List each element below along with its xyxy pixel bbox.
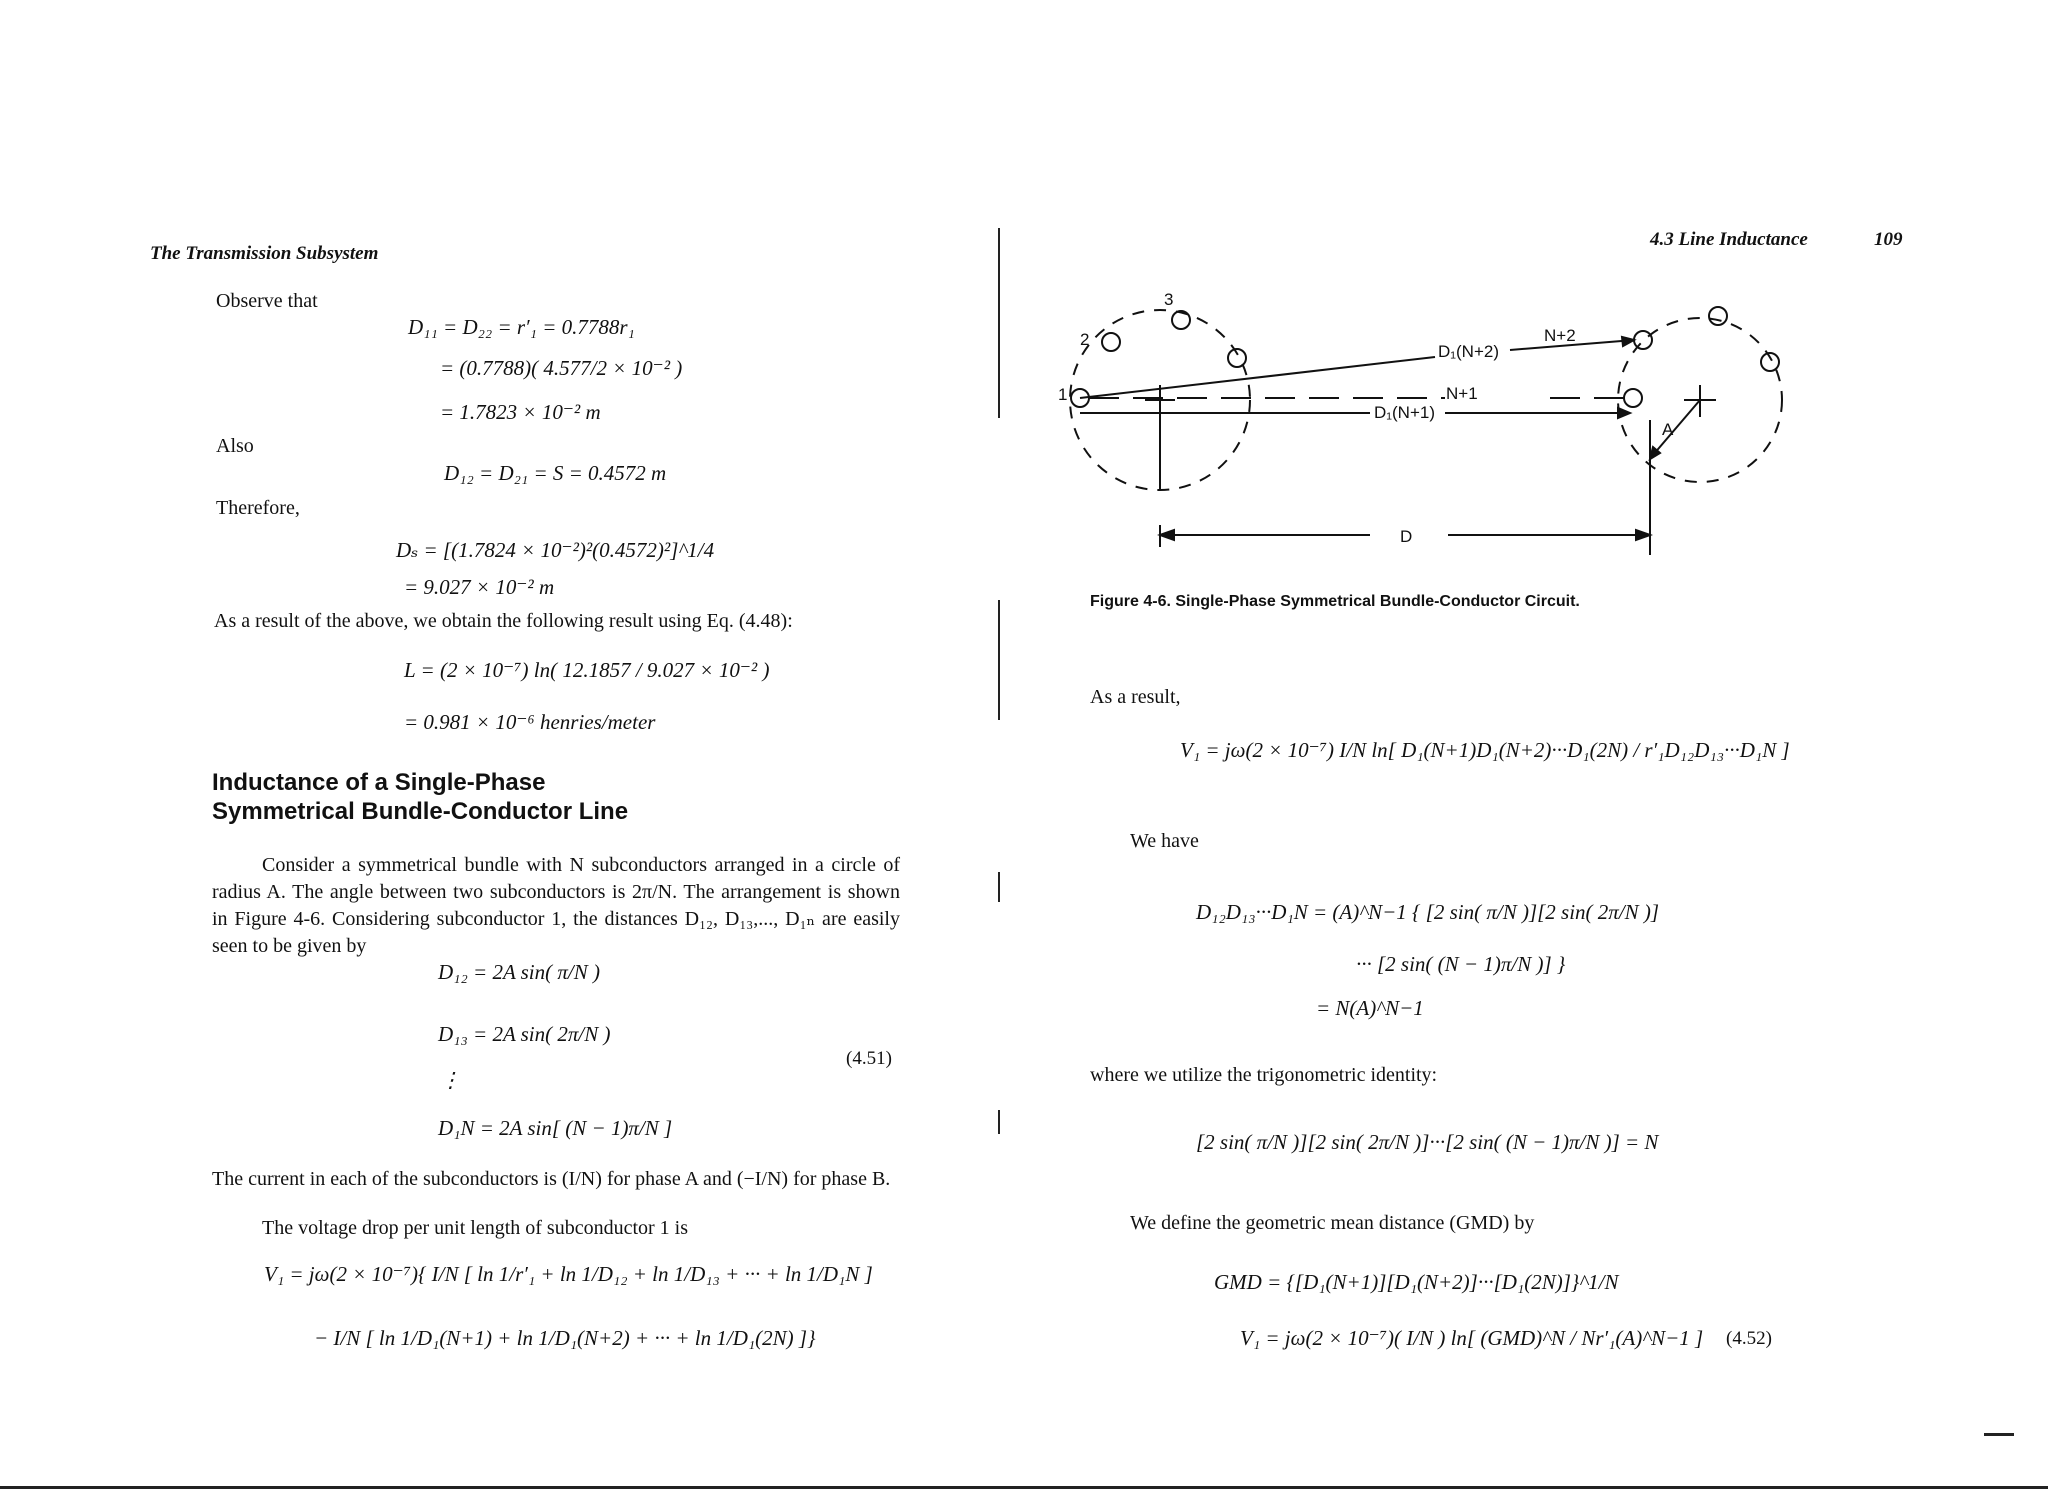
eq-d11-line1: D₁₁ = D₂₂ = r′₁ = 0.7788r₁: [408, 315, 635, 339]
paragraph-current: The current in each of the subconductors is (I/N) for phase A and (−I/N) for phase B.: [212, 1168, 891, 1190]
eq-d11-line2: = (0.7788)( 4.577/2 × 10⁻² ): [440, 356, 683, 380]
scan-mark: [1984, 1433, 2014, 1436]
label-d: D: [1400, 527, 1413, 546]
paragraph-bundle: Consider a symmetrical bundle with N subconductors arranged in a circle of radius A. The angle between two subconductors is 2π/N. The arrangement is shown in Figure 4-6. Considering subconductor 1, the distances D₁₂, D₁₃,..., D₁ₙ are easily seen to be given by: [212, 854, 900, 957]
gutter-line-lower: [998, 872, 1000, 902]
therefore-text: Therefore,: [216, 497, 300, 519]
eq-v1-line1: V₁ = jω(2 × 10⁻⁷){ I/N [ ln 1/r′₁ + ln 1/D₁₂ + ln 1/D₁₃ + ··· + ln 1/D₁N ]: [264, 1262, 873, 1286]
as-result-text: As a result,: [1090, 686, 1181, 708]
eq-prod-line3: = N(A)^N−1: [1316, 996, 1424, 1020]
section-title-line2: Symmetrical Bundle-Conductor Line: [212, 798, 629, 825]
subconductor-3: [1172, 311, 1190, 329]
also-text: Also: [216, 435, 254, 457]
trig-identity-text: where we utilize the trigonometric identity:: [1090, 1064, 1438, 1086]
eq-l-line1: L = (2 × 10⁻⁷) ln( 12.1857 / 9.027 × 10⁻² ): [404, 658, 770, 682]
we-have-text: We have: [1130, 830, 1199, 852]
gmd-definition-text: We define the geometric mean distance (GMD) by: [1130, 1212, 1535, 1234]
eq-l-line2: = 0.981 × 10⁻⁶ henries/meter: [404, 710, 656, 734]
gutter-line-top: [998, 228, 1000, 418]
eq-d11-line3: = 1.7823 × 10⁻² m: [440, 400, 601, 424]
eq-prod-line1: D₁₂D₁₃···D₁N = (A)^N−1 { [2 sin( π/N )][2 sin( 2π/N )]: [1196, 900, 1660, 924]
equation-number-452: (4.52): [1726, 1328, 1772, 1349]
eq-451-dots: ⋮: [440, 1068, 461, 1092]
figure-caption: Figure 4-6. Single-Phase Symmetrical Bundle-Conductor Circuit.: [1090, 593, 1580, 610]
label-d1n2: D₁(N+2): [1438, 342, 1499, 361]
eq-d12: D₁₂ = D₂₁ = S = 0.4572 m: [444, 461, 667, 485]
result-text: As a result of the above, we obtain the following result using Eq. (4.48):: [214, 610, 793, 632]
eq-v1-result: V₁ = jω(2 × 10⁻⁷) I/N ln[ D₁(N+1)D₁(N+2)···D₁(2N) / r′₁D₁₂D₁₃···D₁N ]: [1180, 738, 1790, 762]
gutter-line-bottom: [998, 1110, 1000, 1134]
eq-451-d1n: D₁N = 2A sin[ (N − 1)π/N ]: [438, 1116, 673, 1140]
label-d1n1: D₁(N+1): [1374, 403, 1435, 422]
eq-trig-identity: [2 sin( π/N )][2 sin( 2π/N )]···[2 sin( (N − 1)π/N )] = N: [1196, 1130, 1659, 1154]
label-3: 3: [1164, 290, 1174, 309]
page-number: 109: [1874, 229, 1903, 250]
eq-ds-line2: = 9.027 × 10⁻² m: [404, 575, 555, 599]
eq-451-d13: D₁₃ = 2A sin( 2π/N ): [438, 1022, 611, 1046]
gutter-line-middle: [998, 600, 1000, 720]
eq-gmd: GMD = {[D₁(N+1)][D₁(N+2)]···[D₁(2N)]}^1/N: [1214, 1270, 1619, 1294]
label-a: A: [1662, 420, 1674, 439]
subconductor-2: [1102, 333, 1120, 351]
subconductor-right-top: [1709, 307, 1727, 325]
label-n2: N+2: [1544, 326, 1576, 345]
running-head-left: The Transmission Subsystem: [150, 243, 379, 264]
paragraph-voltage-drop: The voltage drop per unit length of subconductor 1 is: [262, 1217, 689, 1239]
eq-prod-line2: ··· [2 sin( (N − 1)π/N )] }: [1356, 952, 1566, 976]
subconductor-n-plus-1: [1624, 389, 1642, 407]
eq-ds-line1: Dₛ = [(1.7824 × 10⁻²)²(0.4572)²]^1/4: [396, 538, 715, 562]
label-n1: N+1: [1446, 384, 1478, 403]
equation-number-451: (4.51): [846, 1048, 892, 1069]
observe-text: Observe that: [216, 290, 318, 312]
bottom-scan-edge: [0, 1486, 2048, 1489]
eq-451-d12: D₁₂ = 2A sin( π/N ): [438, 960, 600, 984]
label-1: 1: [1058, 385, 1068, 404]
eq-v1-line2: − I/N [ ln 1/D₁(N+1) + ln 1/D₁(N+2) + ··· + ln 1/D₁(2N) ]}: [314, 1326, 816, 1350]
label-2: 2: [1080, 330, 1090, 349]
section-title-line1: Inductance of a Single-Phase: [212, 769, 546, 796]
eq-v1-gmd: V₁ = jω(2 × 10⁻⁷)( I/N ) ln[ (GMD)^N / Nr′₁(A)^N−1 ]: [1240, 1326, 1704, 1350]
figure-4-6-diagram: [1050, 285, 1810, 570]
running-head-right: 4.3 Line Inductance: [1650, 229, 1808, 250]
subconductor-n-plus-2: [1634, 331, 1652, 349]
